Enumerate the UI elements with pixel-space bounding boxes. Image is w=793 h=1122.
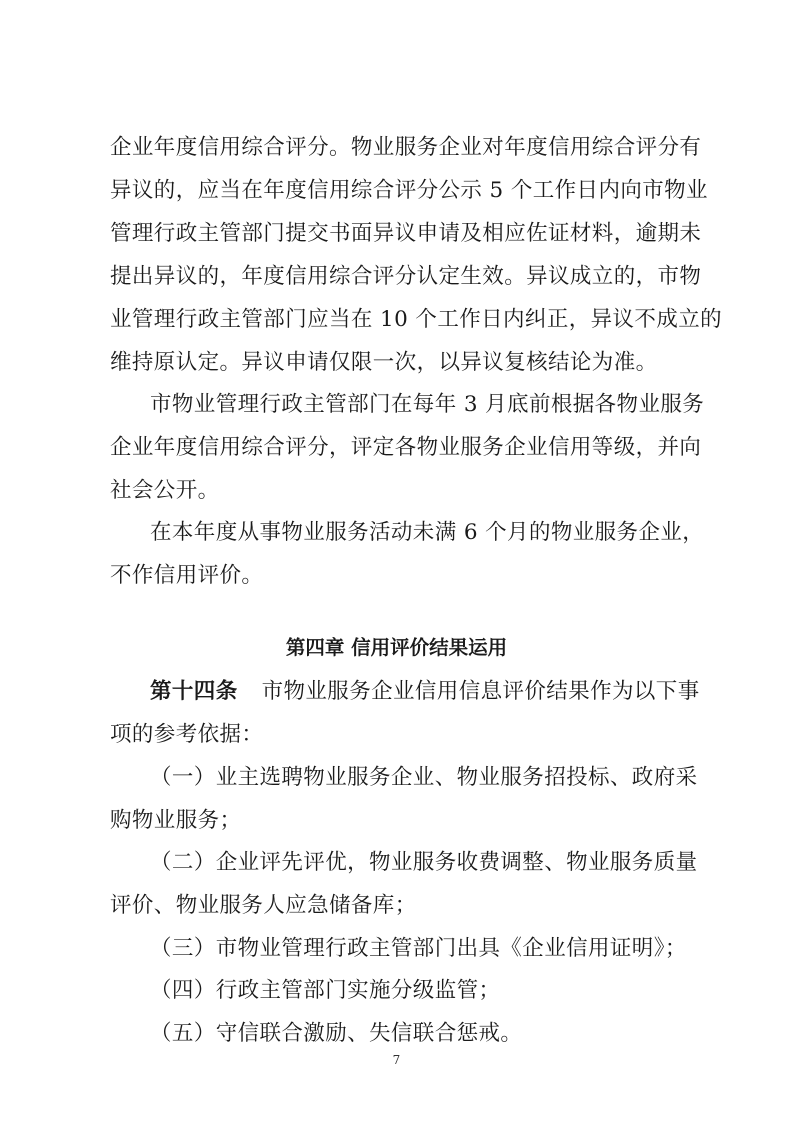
- article-text: 市物业服务企业信用信息评价结果作为以下事: [261, 679, 700, 704]
- list-item-continued: 评价、物业服务人应急储备库；: [110, 893, 417, 918]
- list-item: （五）守信联合激励、失信联合惩戒。: [150, 1021, 523, 1046]
- article-first-line: [150, 676, 700, 708]
- list-item-continued: 购物业服务；: [110, 808, 242, 833]
- list-item: （四）行政主管部门实施分级监管；: [150, 978, 501, 1003]
- text-line: 市物业管理行政主管部门在每年 3 月底前根据各物业服务: [150, 392, 705, 417]
- text-line: 在本年度从事物业服务活动未满 6 个月的物业服务企业，: [150, 520, 705, 545]
- chapter-heading: 第四章 信用评价结果运用: [285, 636, 508, 659]
- text-line: 不作信用评价。: [110, 563, 264, 588]
- text-line: 企业年度信用综合评分，评定各物业服务企业信用等级，并向: [110, 435, 702, 460]
- text-line: 社会公开。: [110, 478, 220, 503]
- text-line: 异议的，应当在年度信用综合评分公示 5 个工作日内向市物业: [110, 178, 708, 203]
- text-line: 业管理行政主管部门应当在 10 个工作日内纠正，异议不成立的: [110, 307, 723, 332]
- text-line: 提出异议的，年度信用综合评分认定生效。异议成立的，市物: [110, 264, 702, 289]
- list-item: （一）业主选聘物业服务企业、物业服务招投标、政府采: [150, 765, 698, 790]
- article-number: 第十四条: [150, 679, 238, 704]
- text-line: 项的参考依据：: [110, 722, 264, 747]
- text-line: 企业年度信用综合评分。物业服务企业对年度信用综合评分有: [110, 135, 702, 160]
- text-line: 维持原认定。异议申请仅限一次，以异议复核结论为准。: [110, 350, 658, 375]
- page-number: 7: [392, 1053, 401, 1067]
- list-item: （三）市物业管理行政主管部门出具《企业信用证明》；: [150, 936, 687, 961]
- list-item: （二）企业评先评优，物业服务收费调整、物业服务质量: [150, 850, 698, 875]
- text-line: 管理行政主管部门提交书面异议申请及相应佐证材料，逾期未: [110, 221, 702, 246]
